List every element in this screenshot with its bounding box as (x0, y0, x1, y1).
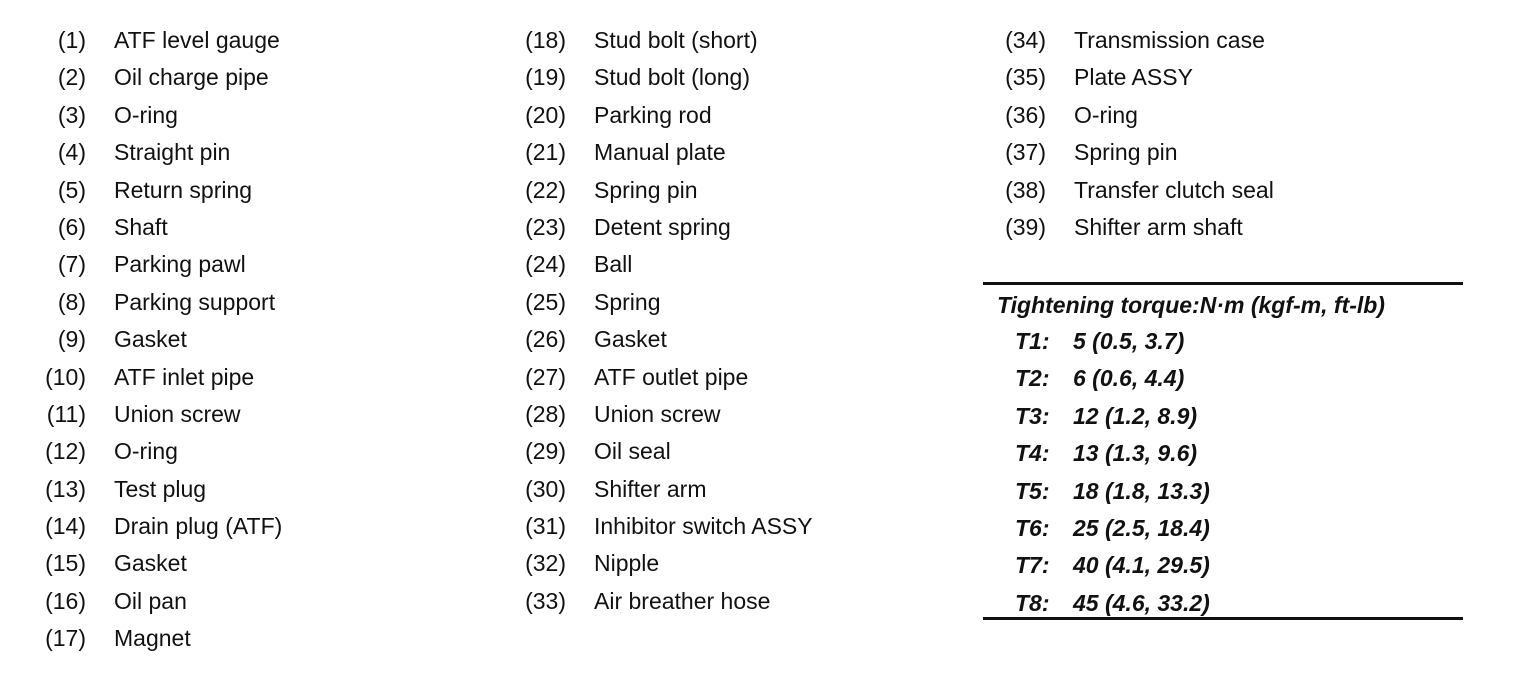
torque-code: T7: (1015, 552, 1050, 579)
torque-value: 5 (0.5, 3.7) (1073, 328, 1185, 354)
part-name: Oil charge pipe (114, 64, 269, 91)
part-name: Inhibitor switch ASSY (594, 513, 813, 540)
part-number: (2) (57, 64, 86, 91)
part-name: Spring pin (594, 176, 698, 203)
part-number: (4) (57, 139, 86, 166)
torque-value: 18 (1.8, 13.3) (1073, 477, 1210, 504)
part-number: (13) (45, 475, 86, 502)
torque-code: T3: (1015, 402, 1050, 429)
part-number: (38) (1005, 176, 1046, 203)
part-number: (16) (45, 587, 86, 614)
part-name: Shaft (114, 213, 168, 240)
part-number: (24) (525, 251, 566, 278)
part-number: (15) (45, 550, 86, 577)
torque-value: 40 (4.1, 29.5) (1073, 552, 1210, 579)
part-number: (7) (57, 251, 86, 278)
part-name: Stud bolt (short) (594, 27, 758, 53)
part-name: Shifter arm (594, 475, 707, 502)
part-name: Oil seal (594, 438, 671, 465)
torque-value: 25 (2.5, 18.4) (1073, 515, 1210, 541)
part-number: (33) (525, 587, 566, 614)
part-number: (6) (57, 213, 86, 240)
torque-value: 6 (0.6, 4.4) (1073, 365, 1185, 392)
part-name: Parking support (114, 288, 276, 315)
part-number: (3) (57, 101, 86, 128)
tightening-torque-table (983, 282, 1463, 620)
torque-code: T6: (1015, 515, 1050, 541)
part-number: (21) (525, 139, 566, 166)
part-number: (30) (525, 475, 566, 502)
part-number: (5) (57, 176, 86, 203)
part-number: (27) (525, 363, 566, 390)
torque-code: T5: (1015, 477, 1050, 504)
part-name: Shifter arm shaft (1074, 213, 1243, 240)
part-number: (22) (525, 176, 566, 203)
part-number: (36) (1005, 101, 1046, 128)
part-name: Nipple (594, 550, 660, 577)
part-number: (20) (525, 101, 566, 128)
part-number: (32) (525, 550, 566, 577)
torque-value: 45 (4.6, 33.2) (1073, 589, 1210, 616)
part-name: Transmission case (1074, 27, 1265, 53)
part-name: Test plug (114, 475, 207, 502)
torque-code: T4: (1015, 440, 1050, 467)
part-name: Straight pin (114, 139, 231, 166)
torque-code: T2: (1015, 365, 1050, 392)
part-number: (29) (525, 438, 566, 465)
part-name: Drain plug (ATF) (114, 513, 283, 540)
part-name: Stud bolt (long) (594, 64, 750, 91)
part-name: Parking rod (594, 101, 712, 128)
part-name: Transfer clutch seal (1074, 176, 1274, 203)
part-number: (17) (45, 625, 86, 652)
part-number: (8) (57, 288, 86, 315)
part-name: Parking pawl (114, 251, 246, 278)
part-number: (35) (1005, 64, 1046, 91)
part-number: (11) (46, 400, 86, 427)
part-name: Union screw (594, 400, 721, 427)
part-name: Ball (594, 251, 633, 278)
part-number: (39) (1005, 213, 1046, 240)
torque-value: 12 (1.2, 8.9) (1073, 402, 1198, 429)
part-name: O-ring (114, 438, 178, 465)
part-name: O-ring (1074, 101, 1138, 128)
part-name: ATF level gauge (114, 27, 280, 53)
torque-code: T1: (1015, 328, 1050, 354)
part-number: (14) (45, 513, 86, 540)
torque-value: 13 (1.3, 9.6) (1073, 440, 1198, 467)
part-name: Union screw (114, 400, 241, 427)
part-number: (37) (1005, 139, 1046, 166)
part-name: ATF inlet pipe (114, 363, 255, 390)
part-number: (31) (525, 513, 566, 540)
part-number: (23) (525, 213, 566, 240)
part-name: Magnet (114, 625, 191, 652)
torque-table-title: Tightening torque:N·m (kgf-m, ft-lb) (997, 292, 1385, 318)
torque-code: T8: (1015, 589, 1050, 616)
part-number: (12) (45, 438, 86, 465)
part-name: Spring pin (1074, 139, 1178, 166)
part-number: (10) (45, 363, 86, 390)
part-name: ATF outlet pipe (594, 363, 749, 390)
part-number: (1) (57, 27, 86, 53)
part-number: (25) (525, 288, 566, 315)
part-number: (18) (525, 27, 566, 53)
part-name: Gasket (594, 326, 667, 353)
part-name: Gasket (114, 326, 187, 353)
part-name: Oil pan (114, 587, 187, 614)
part-name: Detent spring (594, 213, 731, 240)
part-number: (9) (57, 326, 86, 353)
part-number: (34) (1005, 27, 1046, 53)
part-number: (26) (525, 326, 566, 353)
part-number: (28) (525, 400, 566, 427)
part-name: Gasket (114, 550, 187, 577)
part-name: Manual plate (594, 139, 726, 166)
part-name: Plate ASSY (1074, 64, 1193, 91)
part-name: Spring (594, 288, 661, 315)
part-number: (19) (525, 64, 566, 91)
part-name: Return spring (114, 176, 253, 203)
part-name: O-ring (114, 101, 178, 128)
part-name: Air breather hose (594, 587, 771, 614)
